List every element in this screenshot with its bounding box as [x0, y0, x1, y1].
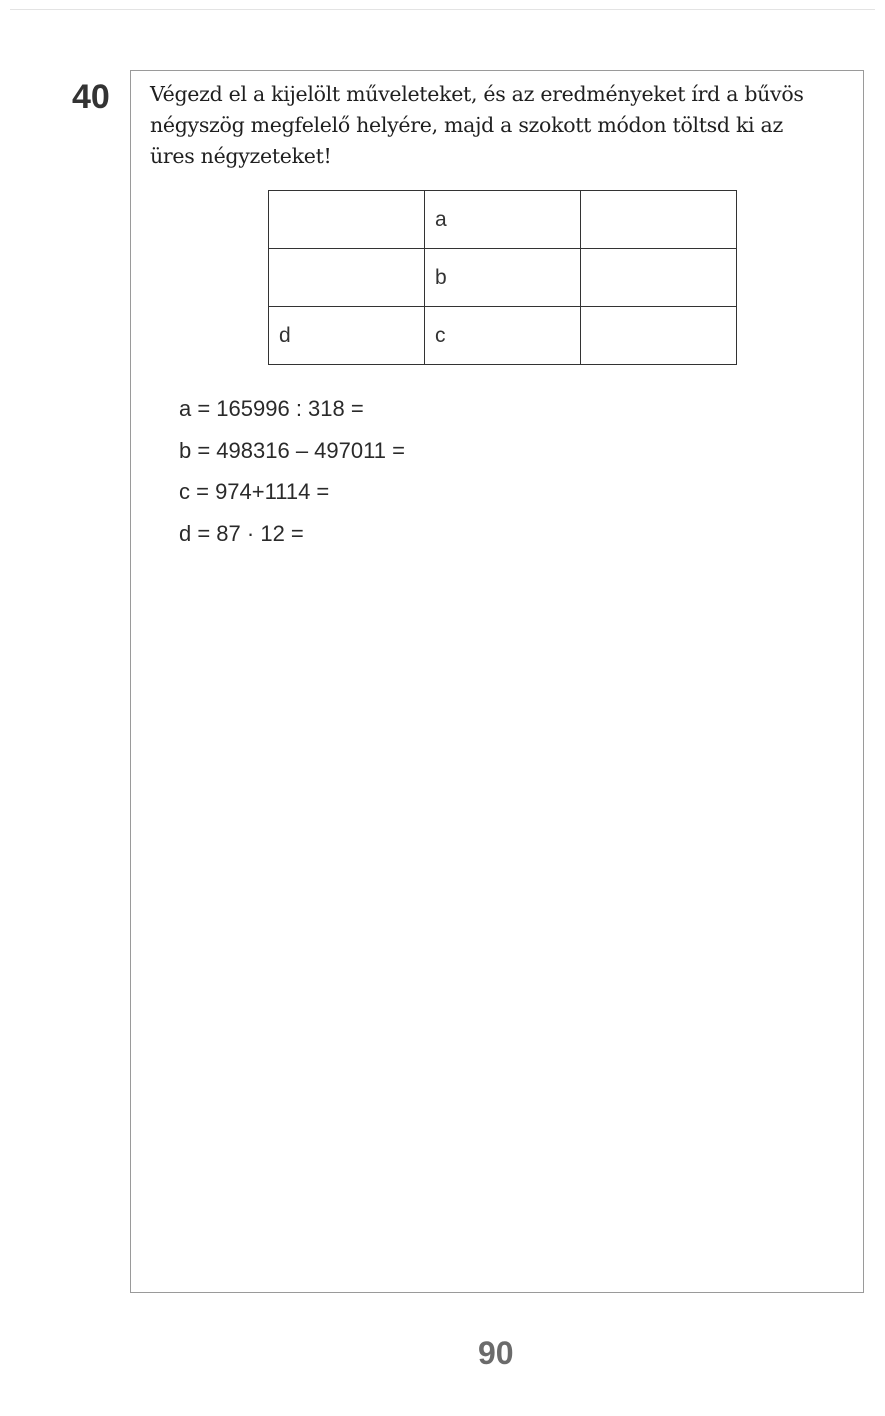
task-number: 40	[72, 78, 110, 116]
instruction-line: Végezd el a kijelölt műveleteket, és az eredményeket írd a bűvös	[150, 82, 804, 106]
equation-d: d = 87 · 12 =	[179, 520, 304, 546]
equation-a: a = 165996 : 318 =	[179, 396, 364, 421]
instruction-line: üres négyzeteket!	[150, 144, 332, 168]
grid-cell: a	[425, 191, 581, 249]
grid-cell: c	[425, 307, 581, 365]
grid-row	[269, 191, 737, 249]
grid-cell	[581, 249, 737, 307]
equation-b: b = 498316 – 497011 =	[179, 437, 405, 463]
magic-square-grid	[268, 190, 737, 365]
task-instruction	[150, 79, 862, 172]
grid-cell	[269, 191, 425, 249]
grid-cell	[269, 249, 425, 307]
page-number: 90	[478, 1335, 514, 1371]
grid-cell	[581, 191, 737, 249]
equation-list	[179, 393, 405, 559]
equation-c: c = 974+1114 =	[179, 479, 330, 504]
grid-cell	[581, 307, 737, 365]
grid-row	[269, 307, 737, 365]
instruction-line: négyszög megfelelő helyére, majd a szokott módon töltsd ki az	[150, 113, 783, 137]
grid-cell: d	[269, 307, 425, 365]
grid-cell: b	[425, 249, 581, 307]
top-rule	[10, 9, 875, 10]
grid-row	[269, 249, 737, 307]
